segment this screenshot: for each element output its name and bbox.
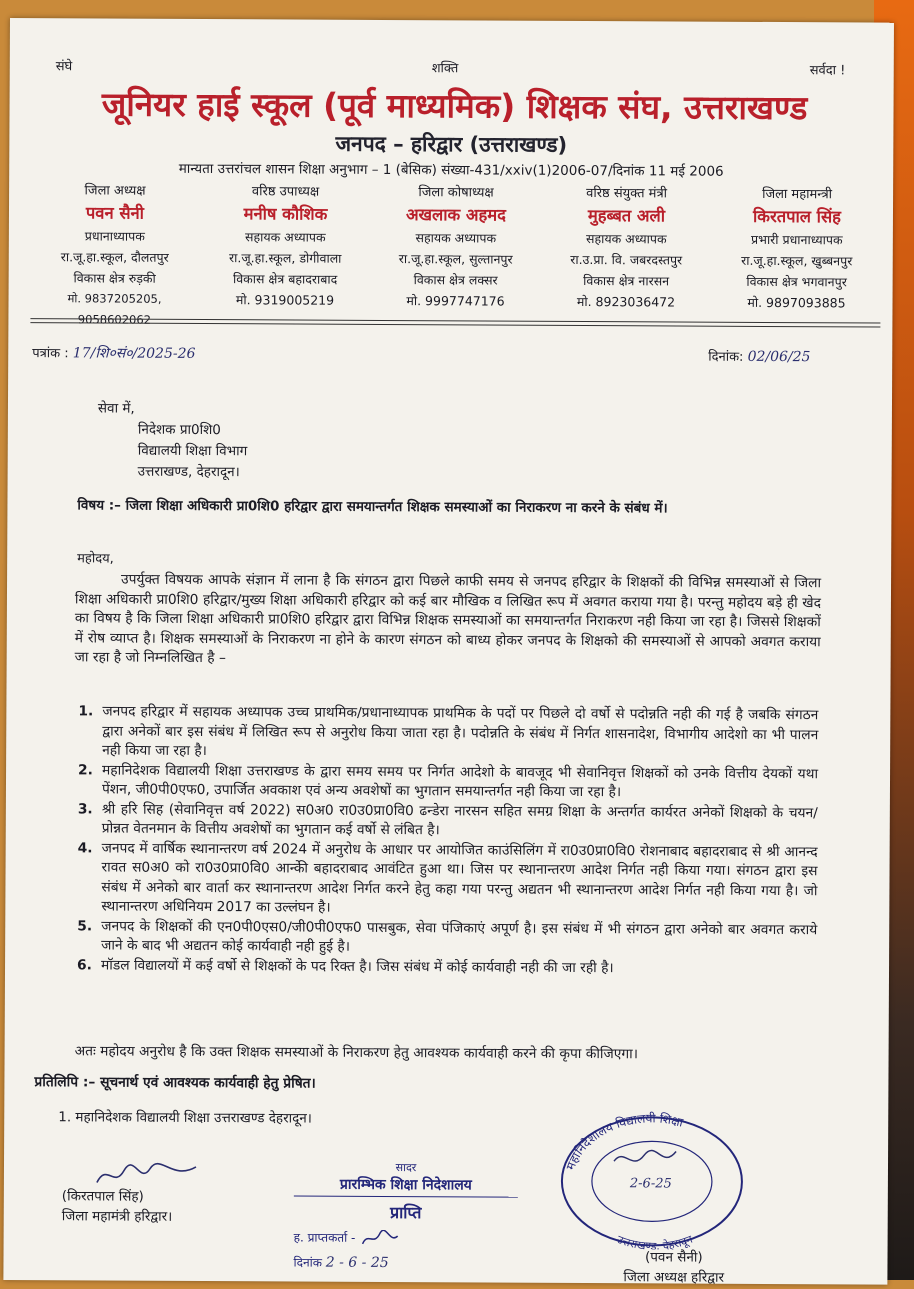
officer-name: पवन सैनी (85, 203, 145, 223)
officer-block (371, 182, 540, 333)
officer-role: प्रभारी प्रधानाध्यापक (751, 231, 843, 248)
list-item (77, 839, 817, 921)
officer-role: सहायक अध्यापक (245, 229, 326, 245)
officer-area: विकास क्षेत्र बहादराबाद (232, 271, 338, 287)
copy-to-line (34, 1072, 315, 1092)
item-number: 3. (77, 800, 93, 817)
subject-label: विषय :– (77, 497, 121, 514)
item-text: महानिदेशक विद्यालयी शिक्षा उत्तराखण्ड के द्वारा समय समय पर निर्गत आदेशो के बावजूद भी सेवानिवृत्त शिक्षकों को उनके वित्तीय देयकों यथा पेंशन, जी0पी0एफ0, उपार्जित अवकाश एवं अन्य अवशेषों का भुगतान समयान्तर्गत नही किया जा रहा है। (101, 761, 819, 801)
intro-text: उपर्युक्त विषयक आपके संज्ञान में लाना है कि संगठन द्वारा पिछले काफी समय से जनपद हरिद्वार के शिक्षकों की विभिन्न समस्याओं से जिला शिक्षा अधिकारी प्रा0शि0 हरिद्वार/मुख्य शिक्षा अधिकारी हरिद्वार को कई बार मौखिक व लिखित रूप में अवगत कराया गया है। परन्तु महोदय बड़े ही खेद का विषय है कि जिला शिक्षा अधिकारी प्रा0शि0 हरिद्वार द्वारा विभिन्न शिक्षक समस्याओं का समयान्तर्गत निराकरण नही किया जा रहा है। जिससे शिक्षकों में रोष व्याप्त है। शिक्षक समस्याओं के निराकरण ना होने के कारण संगठन को बाध्य होकर जनपद के शिक्षको की समस्याओं से आपको अवगत कराया जा रहा है जो निम्नलिखित है – (74, 571, 822, 667)
officer-block (542, 183, 711, 334)
item-number: 1. (78, 703, 94, 720)
handwritten-signature (92, 1160, 202, 1191)
list-item (77, 956, 817, 979)
round-stamp-top-text: महानिदेशालय विद्यालयी शिक्षा (563, 1111, 685, 1172)
officer-school: रा.जू.हा.स्कूल, सुल्तानपुर (398, 251, 513, 267)
subject-text: जिला शिक्षा अधिकारी प्रा0शि0 हरिद्वार द्वारा समयान्तर्गत शिक्षक समस्याओं का निराकरण ना करने के संबंध में। (125, 497, 668, 517)
officer-post: वरिष्ठ संयुक्त मंत्री (586, 186, 668, 202)
receipt-stamp-line: सादर (395, 1161, 417, 1175)
receiver-initials (359, 1229, 399, 1247)
closing-request: अतः महोदय अनुरोध है कि उक्त शिक्षक समस्याओं के निराकरण हेतु आवश्यक कार्यवाही करने की कृपा कीजिएगा। (74, 1043, 638, 1063)
item-text: मॉडल विद्यालयों में कई वर्षो से शिक्षकों के पद रिक्त है। जिस संबंध में कोई कार्यवाही नही की जा रही है। (101, 956, 614, 976)
round-stamp-date: 2-6-25 (629, 1176, 672, 1192)
officer-post: जिला कोषाध्यक्ष (418, 185, 494, 201)
receipt-stamp (293, 1160, 518, 1272)
officer-school: रा.उ.प्रा. वि. जबरदस्तपुर (570, 251, 683, 268)
list-item (78, 800, 818, 843)
signature-block-president (623, 1247, 724, 1288)
address-line: निदेशक प्रा0शि0 (137, 421, 221, 439)
officer-mobile: मो. 9897093885 (747, 294, 846, 311)
officer-school: रा.जू.हा.स्कूल, डोगीवाला (229, 250, 342, 266)
officer-mobile: मो. 8923036472 (576, 293, 676, 310)
officer-school: रा.जू.हा.स्कूल, खुब्बनपुर (741, 252, 853, 269)
motto-left: संघे (55, 59, 73, 75)
address-block (98, 398, 248, 483)
list-item (78, 761, 818, 804)
item-number: 6. (77, 956, 92, 973)
stamp-signature-scribble (614, 1150, 676, 1161)
officer-mobile: मो. 9319005219 (235, 292, 335, 308)
receipt-date-value: 2 - 6 - 25 (325, 1254, 389, 1271)
item-text: जनपद के शिक्षकों की एन0पी0एस0/जी0पी0एफ0 पासबुक, सेवा पंजिकाएं अपूर्ण है। इस संबंध में भी संगठन द्वारा अनेको बार अवगत कराये जाने के बाद भी अद्यतन कोई कार्यवाही नही हुई है। (101, 917, 818, 955)
officer-area: विकास क्षेत्र नारसन (583, 273, 670, 289)
subject-line (77, 495, 817, 519)
officer-post: जिला महामन्त्री (762, 186, 833, 203)
reference-value: 17/शि०सं०/2025-26 (72, 345, 196, 362)
signatory-name: (किरतपाल सिंह) (61, 1188, 144, 1205)
receiver-label: ह. प्राप्तकर्ता - (293, 1230, 356, 1245)
officer-name: मुहब्बत अली (587, 206, 666, 226)
address-line: उत्तराखण्ड, देहरादून। (137, 463, 240, 481)
reference-number (32, 343, 195, 363)
officer-area: विकास क्षेत्र लक्सर (413, 272, 498, 288)
officer-area: विकास क्षेत्र भगवानपुर (746, 273, 847, 290)
item-text: जनपद में वार्षिक स्थानान्तरण वर्ष 2024 में अनुरोध के आधार पर आयोजित काउंसिलिंग में रा0उ0प्रा0वि0 रोशनाबाद बहादराबाद से श्री आनन्द रावत स0अ0 को रा0उ0प्रा0वि0 आन्केी बहादराबाद आवंटित हुआ था। जिस पर स्थानान्तरण आदेश निर्गत नही किया गया। संगठन द्वारा इस संबंध में अनेको बार वार्ता कर स्थानान्तरण आदेश निर्गत करने हेतु कहा गया परन्तु अद्यतन भी स्थानान्तरण आदेश निर्गत नही किया गया है। जो स्थानान्तरण अधिनियम 2017 का उल्लंघन है। (101, 839, 818, 916)
receipt-stamp-date (293, 1253, 517, 1271)
officer-mobile: मो. 9997747176 (406, 293, 505, 309)
date-value: 02/06/25 (747, 348, 811, 366)
item-text: जनपद हरिद्वार में सहायक अध्यापक उच्च प्राथमिक/प्रधानाध्यापक प्राथमिक के पदों पर पिछले दो वर्षो से पदोन्नति नही की गई है जबकि संगठन द्वारा अनेकों बार इस संबंध में लिखित रूप से अनुरोध किया जाता रहा है। पदोन्नति के संबंध में निर्गत शासनादेश, विभागीय आदेशो का भी पालन नही किया जा रहा है। (102, 703, 819, 760)
district-line: जनपद – हरिद्वार (उत्तराखण्ड) (335, 131, 568, 157)
officer-block (201, 181, 370, 332)
officer-block (712, 184, 881, 335)
salutation: महोदय, (77, 551, 114, 567)
round-office-stamp (552, 1099, 753, 1250)
officer-block (30, 180, 199, 331)
list-item (77, 917, 817, 960)
item-number: 2. (78, 761, 93, 778)
letter-page (3, 18, 894, 1285)
receipt-stamp-heading: प्राप्ति (389, 1203, 422, 1223)
officer-name: मनीष कौशिक (243, 204, 328, 224)
letter-date (708, 347, 810, 366)
officer-role: सहायक अध्यापक (586, 231, 667, 247)
receipt-stamp-receiver (294, 1229, 518, 1249)
copy-to-item: 1. महानिदेशक विद्यालयी शिक्षा उत्तराखण्ड देहरादून। (58, 1109, 312, 1127)
signatory-post: जिला महामंत्री हरिद्वार। (61, 1208, 173, 1225)
round-stamp-graphic (552, 1099, 753, 1250)
officer-name: किरतपाल सिंह (752, 206, 841, 227)
item-number: 4. (77, 839, 93, 856)
intro-paragraph (75, 570, 822, 671)
signature-block-secretary (62, 1186, 173, 1227)
officer-mobile: मो. 9837205205, 9058602062 (67, 291, 162, 327)
date-label: दिनांक: (708, 349, 744, 365)
officer-name: अखलाक अहमद (405, 205, 507, 225)
officer-area: विकास क्षेत्र रुड़की (73, 270, 156, 286)
officer-post: वरिष्ठ उपाध्यक्ष (251, 184, 320, 200)
signatory-name: (पवन सैनी) (644, 1249, 703, 1266)
motto-right: सर्वदा ! (809, 63, 846, 79)
officer-role: प्रधानाध्यापक (84, 228, 145, 244)
copy-to-text: सूचनार्थ एवं आवश्यक कार्यवाही हेतु प्रेषित। (100, 1074, 316, 1092)
receipt-stamp-office: प्रारम्भिक शिक्षा निदेशालय (294, 1175, 518, 1198)
officer-school: रा.जू.हा.स्कूल, दौलतपुर (60, 249, 169, 265)
officer-role: सहायक अध्यापक (415, 230, 497, 246)
item-text: श्री हरि सिह (सेवानिवृत्त वर्ष 2022) स0अ0 रा0उ0प्रा0वि0 ढन्डेरा नारसन सहित समग्र शिक्षा के अन्तर्गत कार्यरत अनेकों शिक्षको के चयन/प्रोन्नत वेतनमान के वित्तीय अवशेषों का भुगतान कई वर्षो से लंबित है। (101, 800, 818, 839)
organization-title: जूनियर हाई स्कूल (पूर्व माध्यमिक) शिक्षक संघ, उत्तराखण्ड (101, 84, 808, 128)
address-to-label: सेवा में, (97, 400, 135, 417)
copy-to-label: प्रतिलिपि :– (34, 1074, 96, 1091)
officer-post: जिला अध्यक्ष (84, 183, 146, 199)
receipt-date-label: दिनांक (293, 1255, 322, 1270)
reference-label: पत्रांक : (32, 346, 69, 362)
officers-row (30, 180, 881, 334)
address-line: विद्यालयी शिक्षा विभाग (137, 442, 248, 460)
signatory-post: जिला अध्यक्ष हरिद्वार (623, 1269, 725, 1286)
issues-list (77, 702, 818, 979)
item-number: 5. (77, 917, 93, 934)
list-item (78, 702, 818, 764)
round-stamp-bottom-text: उत्तराखण्ड, देहरादून (615, 1232, 695, 1250)
recognition-line: मान्यता उत्तरांचल शासन शिक्षा अनुभाग – 1 (बेसिक) संख्या-431/xxiv(1)2006-07/दिनांक 11 मई 2006 (178, 160, 724, 180)
motto-center: शक्ति (431, 61, 459, 77)
